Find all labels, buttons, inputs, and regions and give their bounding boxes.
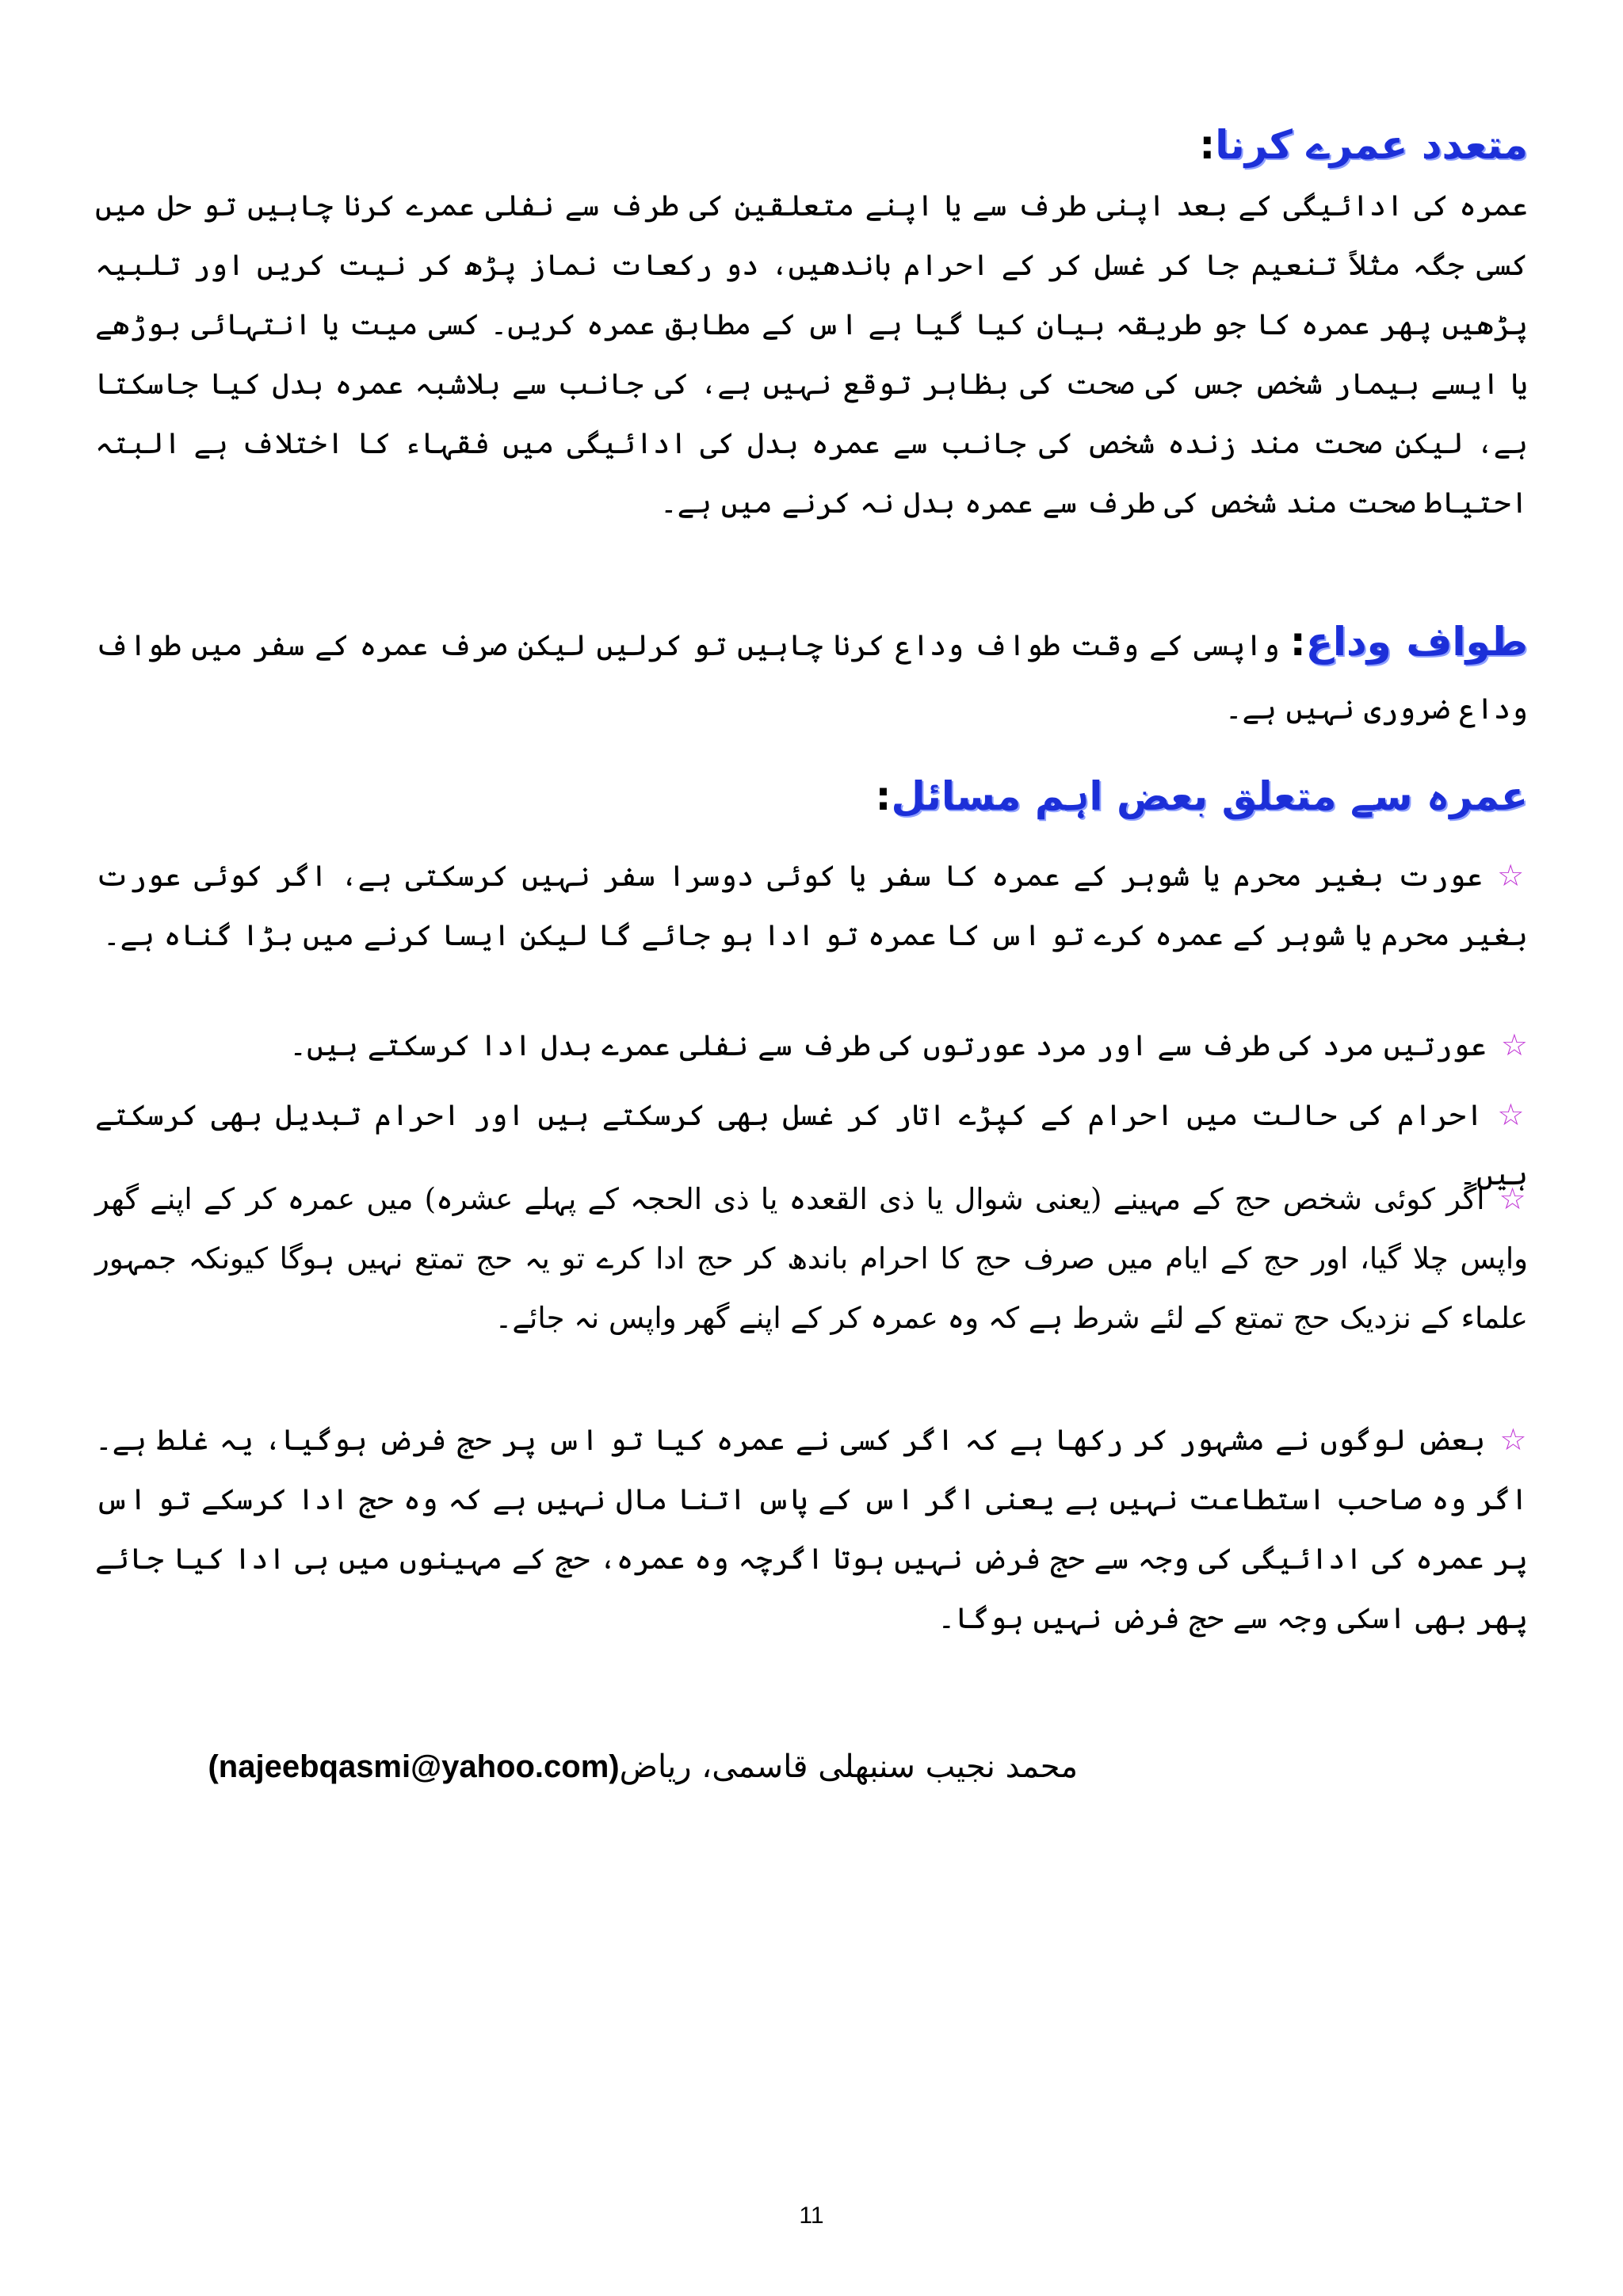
author-name: محمد نجیب سنبھلی قاسمی، ریاض: [619, 1749, 1078, 1785]
list-item: [95, 846, 1528, 965]
farewell-tawaf-text: واپسی کے وقت طواف وداع کرنا چاہیں تو کرلیں لیکن صرف عمرہ کے سفر میں طواف وداع ضروری نہیں ہے۔: [95, 628, 1528, 726]
star-icon: ☆: [1500, 1028, 1528, 1062]
heading-text: متعدد عمرے کرنا: [1215, 122, 1528, 168]
heading-colon: :: [1199, 122, 1216, 168]
inline-heading-text: طواف وداع: [1305, 619, 1528, 665]
author-signature: [206, 1739, 1078, 1794]
inline-heading-colon: :: [1289, 619, 1306, 665]
list-item-text: اگر کوئی شخص حج کے مہینے (یعنی شوال یا ذی القعدہ یا ذی الحجہ کے پہلے عشرہ) میں عمرہ کر کے اپنے گھر واپس چلا گیا، اور حج کے ایام میں صرف حج کا احرام باندھ کر حج ادا کرے تو یہ حج تمتع نہیں ہوگا کیونکہ جمہور علماء کے نزدیک حج تمتع کے لئے شرط ہے کہ وہ عمرہ کر کے اپنے گھر واپس نہ جائے۔: [95, 1182, 1528, 1335]
list-item-text: بعض لوگوں نے مشہور کر رکھا ہے کہ اگر کسی نے عمرہ کیا تو اس پر حج فرض ہوگیا، یہ غلط ہے۔ اگر وہ صاحب استطاعت نہیں ہے یعنی اگر اس کے پاس اتنا مال نہیں ہے کہ وہ حج ادا کرسکے تو اس پر عمرہ کی ادائیگی کی وجہ سے حج فرض نہیں ہوتا اگرچہ وہ عمرہ، حج کے مہینوں میں ہی ادا کیا جائے پھر بھی اسکی وجہ سے حج فرض نہیں ہوگا۔: [95, 1423, 1528, 1635]
section-heading-multiple-umrah: [1199, 117, 1528, 173]
list-item: [95, 1169, 1528, 1348]
star-icon: ☆: [1497, 858, 1528, 893]
paragraph-multiple-umrah: عمرہ کی ادائیگی کے بعد اپنی طرف سے یا اپنے متعلقین کی طرف سے نفلی عمرے کرنا چاہیں تو حل میں کسی جگہ مثلاً تنعیم جا کر غسل کر کے احرام باندھیں، دو رکعات نماز پڑھ کر نیت کریں اور تلبیہ پڑھیں پھر عمرہ کا جو طریقہ بیان کیا گیا ہے اس کے مطابق عمرہ کریں۔ کسی میت یا انتہائی بوڑھے یا ایسے بیمار شخص جس کی صحت کی بظاہر توقع نہیں ہے، کی جانب سے بلاشبہ عمرہ بدل کیا جاسکتا ہے، لیکن صحت مند زندہ شخص کی جانب سے عمرہ بدل کی ادائیگی میں فقہاء کا اختلاف ہے البتہ احتیاط صحت مند شخص کی طرف سے عمرہ بدل نہ کرنے میں ہے۔: [95, 189, 1528, 520]
author-email: (najeebqasmi@yahoo.com): [208, 1749, 620, 1784]
paragraph-farewell-tawaf: [95, 610, 1528, 741]
heading-text: عمرہ سے متعلق بعض اہم مسائل: [891, 773, 1528, 819]
inline-heading-farewell-tawaf: [1290, 619, 1528, 665]
heading-colon: :: [875, 773, 892, 819]
star-icon: ☆: [1497, 1097, 1528, 1132]
page-number: 11: [799, 2203, 824, 2229]
star-icon: ☆: [1499, 1181, 1528, 1216]
list-item-text: عورت بغیر محرم یا شوہر کے عمرہ کا سفر یا کوئی دوسرا سفر نہیں کرسکتی ہے، اگر کوئی عورت بغیر محرم یا شوہر کے عمرہ کرے تو اس کا عمرہ تو ادا ہو جائے گا لیکن ایسا کرنے میں بڑا گناہ ہے۔: [95, 859, 1528, 952]
list-item: [95, 1016, 1528, 1075]
list-item-text: احرام کی حالت میں احرام کے کپڑے اتار کر غسل بھی کرسکتے ہیں اور احرام تبدیل بھی کرسکتے ہیں۔: [95, 1098, 1528, 1192]
section-heading-umrah-issues: [875, 769, 1528, 824]
star-icon: ☆: [1499, 1422, 1528, 1457]
list-item-text: عورتیں مرد کی طرف سے اور مرد عورتوں کی طرف سے نفلی عمرے بدل ادا کرسکتے ہیں۔: [289, 1028, 1487, 1062]
list-item: [95, 1410, 1528, 1648]
